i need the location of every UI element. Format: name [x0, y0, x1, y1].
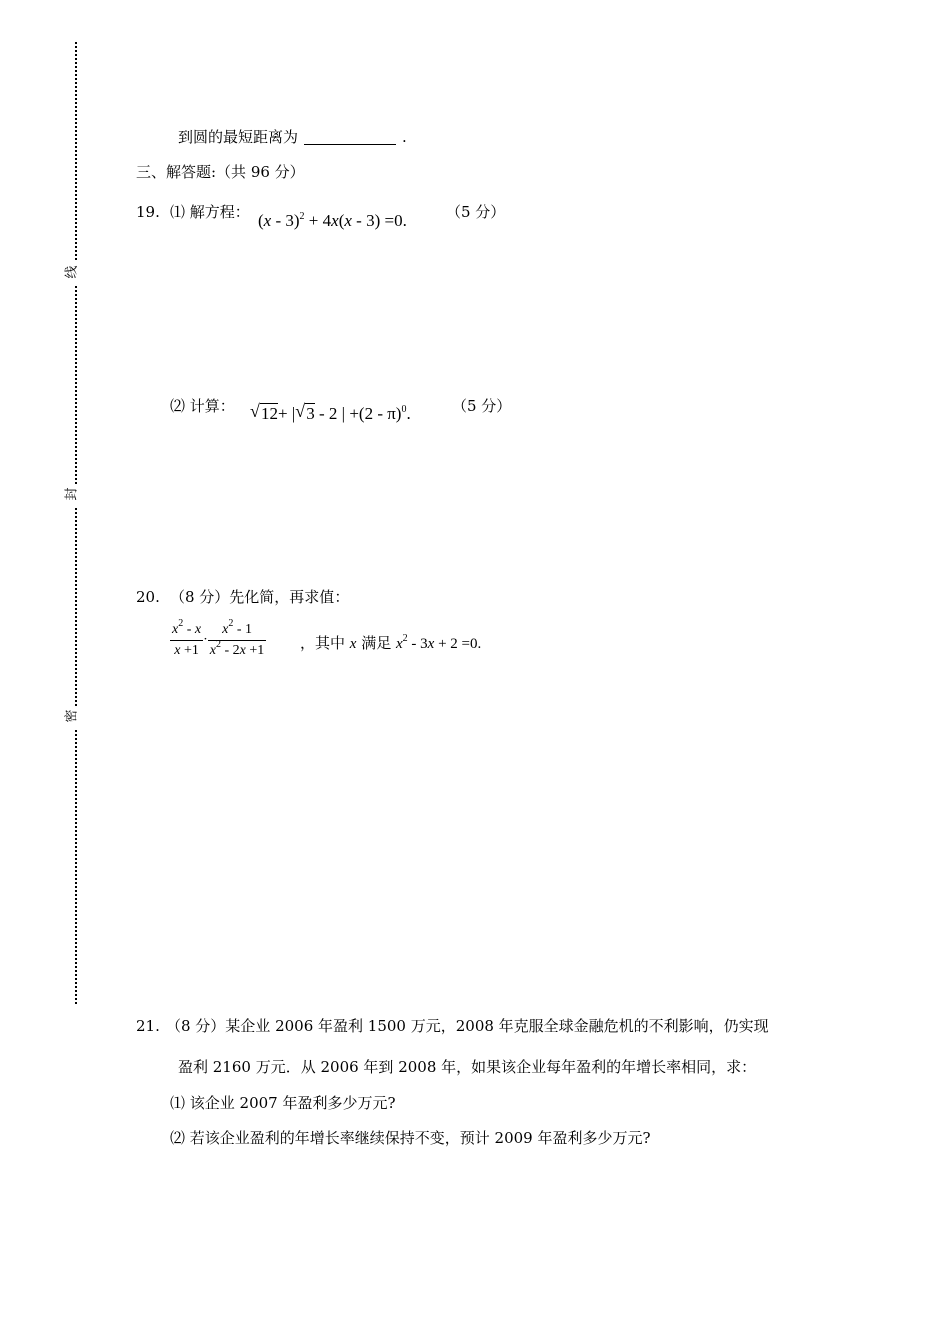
fraction-1: $\frac{x^2 - x}{x +1}$ — [172, 618, 202, 658]
q19-part1-equation: (x - 3)$^2$ + 4x(x - 3) =0. — [258, 211, 407, 230]
q19-part1-label: ⑴ 解方程： — [170, 203, 250, 221]
answer-blank — [304, 130, 396, 145]
q19-part2-label: ⑵ 计算： — [170, 397, 235, 415]
seal-dotted-line-top — [75, 42, 77, 260]
fraction-2: $\frac{x^2 - 1}{x^2 - 2x +1}$ — [209, 618, 265, 658]
seal-char-xian: 线 — [64, 265, 80, 279]
q21-sub1: ⑴ 该企业 2007 年盈利多少万元? — [170, 1094, 396, 1112]
q19-part2-expression: √ 12+ | √ 3 - 2 | +(2 - π)$^0$. — [250, 401, 411, 423]
q21-number: 21. — [136, 1017, 160, 1035]
seal-dotted-line-bottom — [75, 730, 77, 1004]
q19-part2-points: （5 分） — [452, 397, 512, 415]
q20-expression — [170, 618, 266, 659]
q20-intro: （8 分）先化简，再求值： — [170, 588, 350, 606]
q20-number: 20. — [136, 588, 160, 606]
seal-char-feng: 封 — [64, 487, 80, 501]
q21-line2: 盈利 2160 万元．从 2006 年到 2008 年，如果该企业每年盈利的年增长率相同，求： — [178, 1058, 757, 1076]
q18-end: . — [402, 128, 407, 146]
q21-line1: （8 分）某企业 2006 年盈利 1500 万元，2008 年克服全球金融危机的不利影响，仍实现 — [166, 1017, 769, 1035]
seal-dotted-line-lower — [75, 508, 77, 706]
q21-sub2: ⑵ 若该企业盈利的年增长率继续保持不变，预计 2009 年盈利多少万元? — [170, 1129, 651, 1147]
q19-number: 19. — [136, 203, 160, 221]
q18-tail-line — [178, 128, 407, 146]
q20-condition: ，其中 x 满足 $x^2 - 3x + 2 =0$. — [300, 633, 482, 652]
q19-part1-points: （5 分） — [446, 203, 506, 221]
multiply-dot: · — [203, 632, 208, 648]
sqrt-3: √ 3 — [295, 401, 315, 423]
seal-char-mi: 密 — [64, 709, 80, 723]
sqrt-12: √ 12 — [250, 401, 278, 423]
q18-tail-text: 到圆的最短距离为 — [178, 128, 299, 146]
seal-dotted-line-upper — [75, 286, 77, 484]
section-heading: 三、解答题:（共 96 分） — [136, 163, 305, 181]
